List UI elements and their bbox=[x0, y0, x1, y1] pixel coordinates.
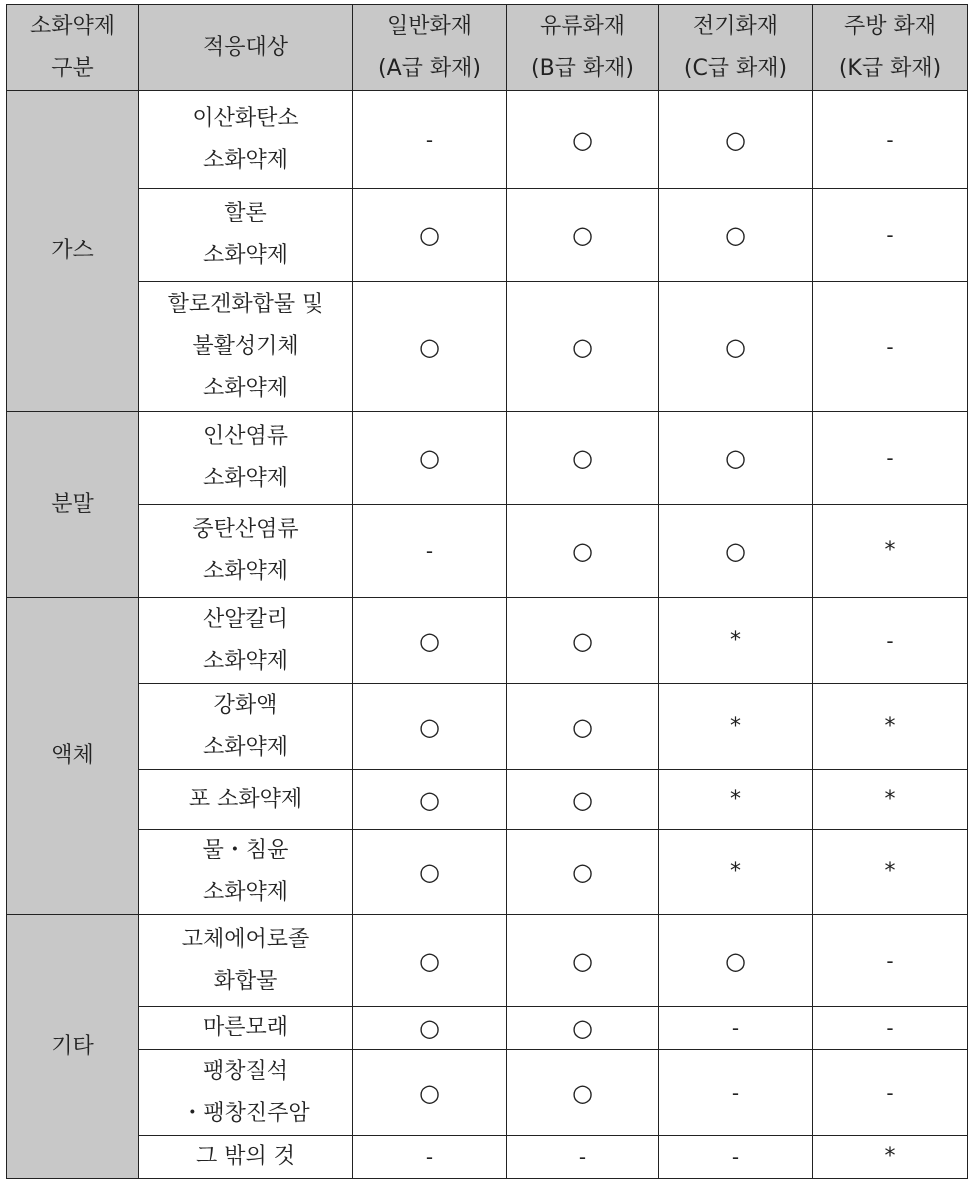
class-c-suitability-cell: * bbox=[659, 830, 813, 915]
header-class-b: 유류화재 (B급 화재) bbox=[507, 5, 659, 91]
class-c-suitability-cell: - bbox=[659, 1050, 813, 1136]
class-b-suitability-cell: - bbox=[507, 1136, 659, 1179]
class-c-suitability-cell: - bbox=[659, 1007, 813, 1050]
agent-name-cell: 인산염류 소화약제 bbox=[139, 412, 353, 505]
class-a-suitability-cell: ○ bbox=[353, 770, 507, 830]
header-class-a: 일반화재 (A급 화재) bbox=[353, 5, 507, 91]
class-k-suitability-cell: - bbox=[813, 1050, 968, 1136]
header-class-c: 전기화재 (C급 화재) bbox=[659, 5, 813, 91]
agent-name-cell: 강화액 소화약제 bbox=[139, 684, 353, 770]
class-b-suitability-cell: ○ bbox=[507, 830, 659, 915]
class-b-suitability-cell: ○ bbox=[507, 1050, 659, 1136]
agent-name-cell: 마른모래 bbox=[139, 1007, 353, 1050]
class-c-suitability-cell: ○ bbox=[659, 282, 813, 412]
class-k-suitability-cell: * bbox=[813, 684, 968, 770]
class-c-suitability-cell: * bbox=[659, 684, 813, 770]
table-row bbox=[7, 830, 968, 915]
table-row bbox=[7, 189, 968, 282]
table-row bbox=[7, 915, 968, 1007]
class-a-suitability-cell: ○ bbox=[353, 830, 507, 915]
table-body bbox=[7, 91, 968, 1179]
class-k-suitability-cell: - bbox=[813, 189, 968, 282]
class-a-suitability-cell: ○ bbox=[353, 1007, 507, 1050]
table-row bbox=[7, 684, 968, 770]
class-a-suitability-cell: ○ bbox=[353, 598, 507, 684]
class-k-suitability-cell: - bbox=[813, 1007, 968, 1050]
class-k-suitability-cell: - bbox=[813, 598, 968, 684]
class-b-suitability-cell: ○ bbox=[507, 1007, 659, 1050]
agent-name-cell: 할론 소화약제 bbox=[139, 189, 353, 282]
agent-name-cell: 팽창질석 ・팽창진주암 bbox=[139, 1050, 353, 1136]
agent-name-cell: 물・침윤 소화약제 bbox=[139, 830, 353, 915]
header-target: 적응대상 bbox=[139, 5, 353, 91]
header-row bbox=[7, 5, 968, 91]
class-k-suitability-cell: * bbox=[813, 770, 968, 830]
class-a-suitability-cell: - bbox=[353, 1136, 507, 1179]
table-row bbox=[7, 1136, 968, 1179]
class-c-suitability-cell: ○ bbox=[659, 915, 813, 1007]
category-cell: 가스 bbox=[7, 91, 139, 412]
class-c-suitability-cell: ○ bbox=[659, 189, 813, 282]
agent-name-cell: 산알칼리 소화약제 bbox=[139, 598, 353, 684]
class-b-suitability-cell: ○ bbox=[507, 598, 659, 684]
class-k-suitability-cell: - bbox=[813, 915, 968, 1007]
category-cell: 액체 bbox=[7, 598, 139, 915]
class-c-suitability-cell: ○ bbox=[659, 91, 813, 189]
table-row bbox=[7, 282, 968, 412]
table-row bbox=[7, 91, 968, 189]
agent-name-cell: 중탄산염류 소화약제 bbox=[139, 505, 353, 598]
class-a-suitability-cell: - bbox=[353, 505, 507, 598]
agent-name-cell: 그 밖의 것 bbox=[139, 1136, 353, 1179]
class-c-suitability-cell: * bbox=[659, 770, 813, 830]
header-category: 소화약제 구분 bbox=[7, 5, 139, 91]
class-c-suitability-cell: * bbox=[659, 598, 813, 684]
header-class-k: 주방 화재 (K급 화재) bbox=[813, 5, 968, 91]
class-k-suitability-cell: * bbox=[813, 505, 968, 598]
class-b-suitability-cell: ○ bbox=[507, 915, 659, 1007]
agent-name-cell: 포 소화약제 bbox=[139, 770, 353, 830]
class-k-suitability-cell: * bbox=[813, 830, 968, 915]
class-a-suitability-cell: ○ bbox=[353, 282, 507, 412]
class-c-suitability-cell: - bbox=[659, 1136, 813, 1179]
class-a-suitability-cell: ○ bbox=[353, 189, 507, 282]
agent-name-cell: 이산화탄소 소화약제 bbox=[139, 91, 353, 189]
class-k-suitability-cell: - bbox=[813, 412, 968, 505]
class-c-suitability-cell: ○ bbox=[659, 505, 813, 598]
table-row bbox=[7, 598, 968, 684]
category-cell: 기타 bbox=[7, 915, 139, 1179]
table-row bbox=[7, 1007, 968, 1050]
class-b-suitability-cell: ○ bbox=[507, 505, 659, 598]
class-a-suitability-cell: ○ bbox=[353, 684, 507, 770]
class-a-suitability-cell: - bbox=[353, 91, 507, 189]
table-row bbox=[7, 412, 968, 505]
class-a-suitability-cell: ○ bbox=[353, 1050, 507, 1136]
class-b-suitability-cell: ○ bbox=[507, 91, 659, 189]
class-b-suitability-cell: ○ bbox=[507, 282, 659, 412]
class-k-suitability-cell: - bbox=[813, 91, 968, 189]
category-cell: 분말 bbox=[7, 412, 139, 598]
extinguishing-agent-table bbox=[6, 4, 968, 1179]
class-b-suitability-cell: ○ bbox=[507, 189, 659, 282]
class-a-suitability-cell: ○ bbox=[353, 412, 507, 505]
table-row bbox=[7, 505, 968, 598]
agent-name-cell: 할로겐화합물 및 불활성기체 소화약제 bbox=[139, 282, 353, 412]
class-k-suitability-cell: * bbox=[813, 1136, 968, 1179]
table-row bbox=[7, 1050, 968, 1136]
table-row bbox=[7, 770, 968, 830]
agent-name-cell: 고체에어로졸 화합물 bbox=[139, 915, 353, 1007]
class-c-suitability-cell: ○ bbox=[659, 412, 813, 505]
class-a-suitability-cell: ○ bbox=[353, 915, 507, 1007]
class-b-suitability-cell: ○ bbox=[507, 770, 659, 830]
class-b-suitability-cell: ○ bbox=[507, 412, 659, 505]
class-b-suitability-cell: ○ bbox=[507, 684, 659, 770]
class-k-suitability-cell: - bbox=[813, 282, 968, 412]
